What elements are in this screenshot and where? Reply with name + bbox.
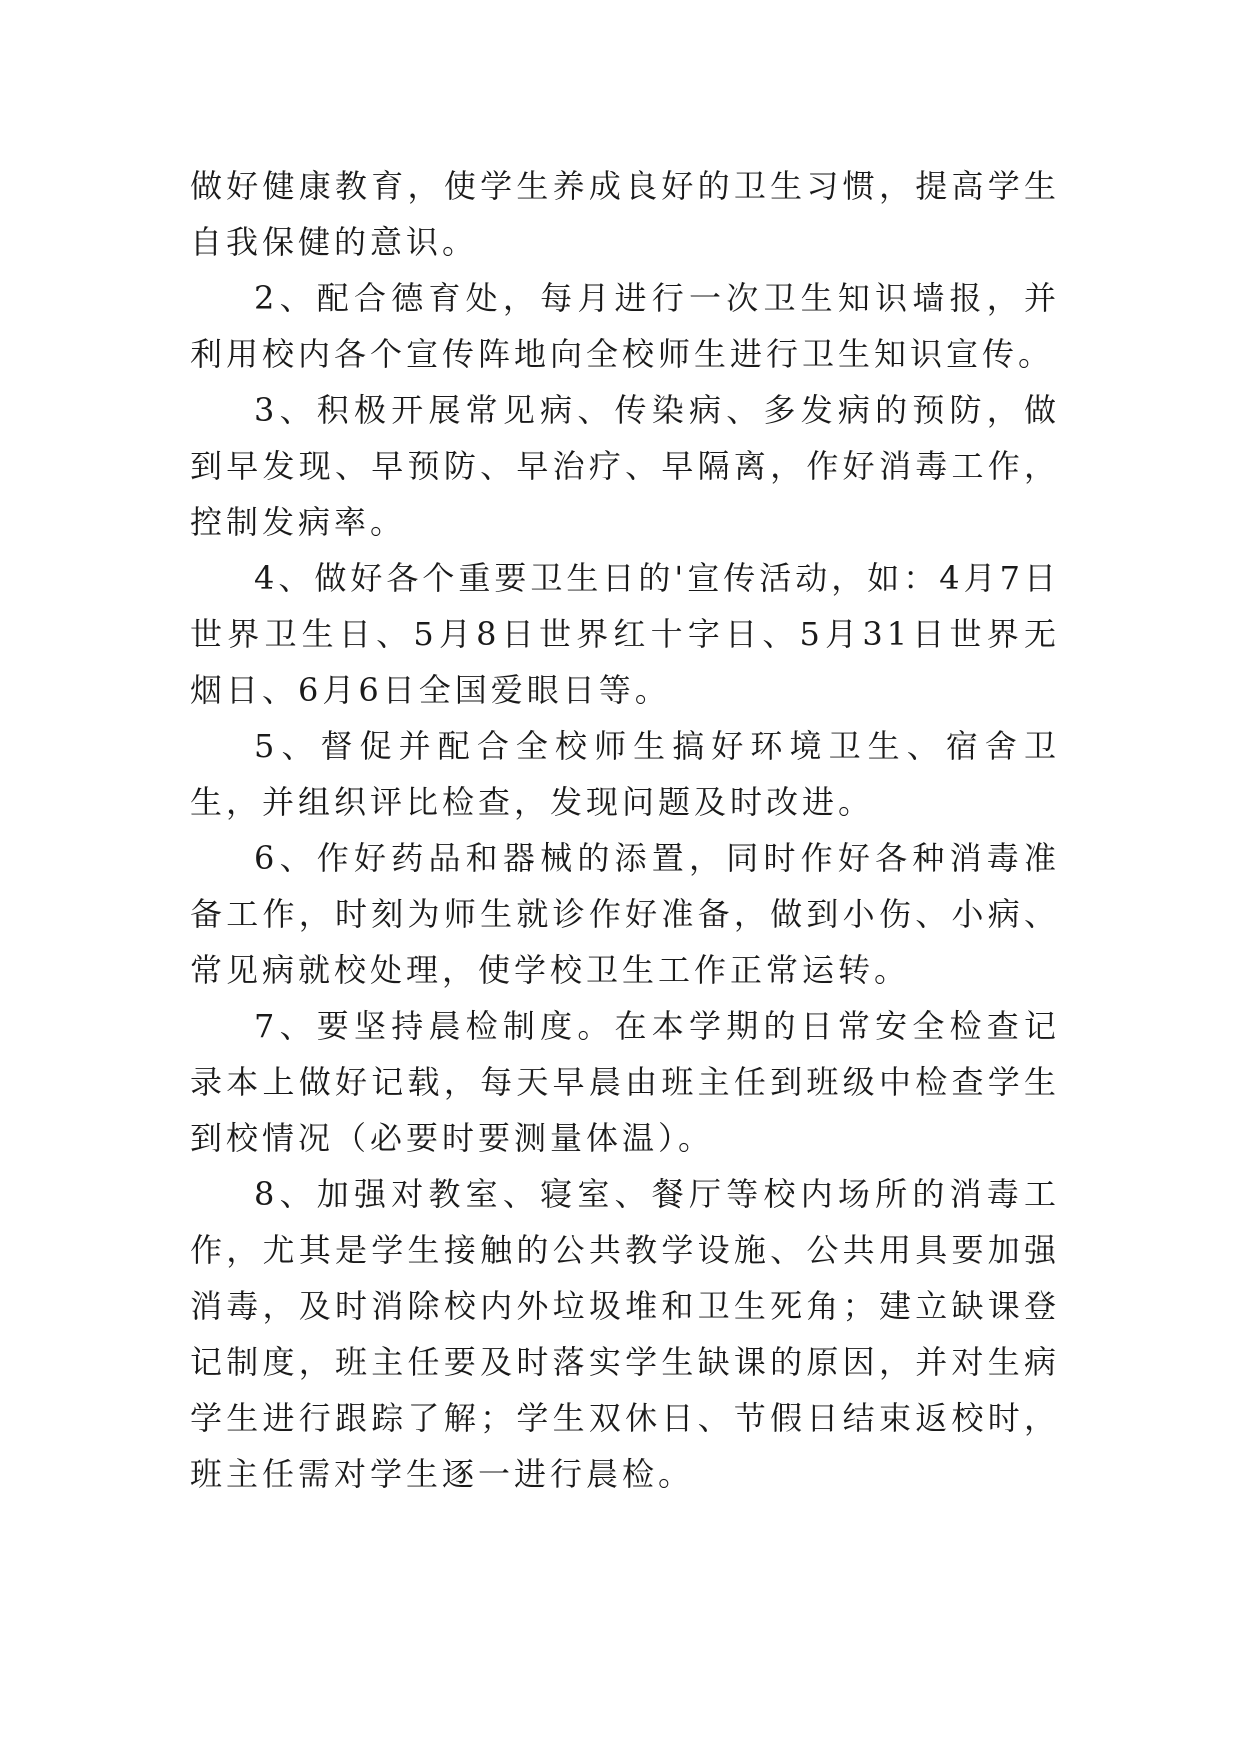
document-body: [190, 158, 1060, 1502]
paragraph-item-4: 4、做好各个重要卫生日的'宣传活动，如：4月7日世界卫生日、5月8日世界红十字日、5月31日世界无烟日、6月6日全国爱眼日等。: [190, 559, 1060, 709]
paragraph-item-7: 7、要坚持晨检制度。在本学期的日常安全检查记录本上做好记载，每天早晨由班主任到班级中检查学生到校情况（必要时要测量体温）。: [190, 1007, 1060, 1157]
paragraph-item-2: 2、配合德育处，每月进行一次卫生知识墙报，并利用校内各个宣传阵地向全校师生进行卫生知识宣传。: [190, 279, 1060, 373]
paragraph-item-5: 5、督促并配合全校师生搞好环境卫生、宿舍卫生，并组织评比检查，发现问题及时改进。: [190, 727, 1060, 821]
paragraph-item-6: 6、作好药品和器械的添置，同时作好各种消毒准备工作，时刻为师生就诊作好准备，做到小伤、小病、常见病就校处理，使学校卫生工作正常运转。: [190, 839, 1060, 989]
paragraph-item-3: 3、积极开展常见病、传染病、多发病的预防，做到早发现、早预防、早治疗、早隔离，作好消毒工作，控制发病率。: [190, 391, 1060, 541]
paragraph-continuation: 做好健康教育，使学生养成良好的卫生习惯，提高学生自我保健的意识。: [190, 167, 1060, 261]
paragraph-item-8: 8、加强对教室、寝室、餐厅等校内场所的消毒工作，尤其是学生接触的公共教学设施、公共用具要加强消毒，及时消除校内外垃圾堆和卫生死角；建立缺课登记制度，班主任要及时落实学生缺课的原因，并对生病学生进行跟踪了解；学生双休日、节假日结束返校时，班主任需对学生逐一进行晨检。: [190, 1175, 1060, 1493]
